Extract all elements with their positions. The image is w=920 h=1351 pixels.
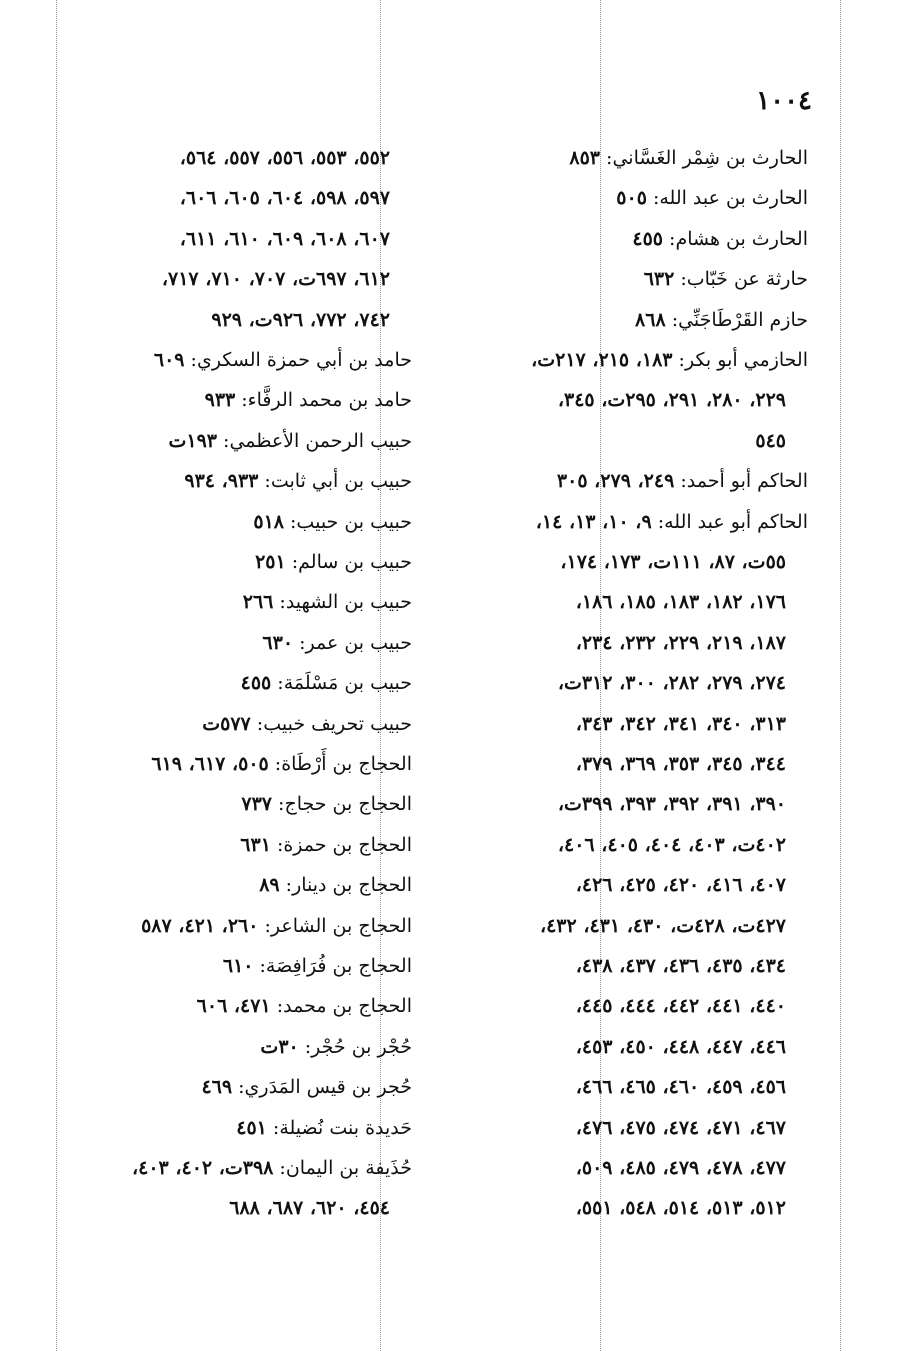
entry-page-refs: ٣٩٨ت، ٤٠٢، ٤٠٣، xyxy=(131,1157,274,1179)
entry-page-refs: ٦٣٠ xyxy=(262,631,294,654)
entry-page-refs: ٤٥٥ xyxy=(632,227,664,250)
entry-name: الحجاج بن دينار: xyxy=(279,874,412,897)
entry-name: حَديدة بنت نُضيلة: xyxy=(266,1116,412,1139)
index-entry-line xyxy=(180,186,390,210)
entry-page-refs: ٤٢٧ت، ٤٢٨ت، ٤٣٠، ٤٣١، ٤٣٢، xyxy=(539,914,786,937)
index-entry-line xyxy=(243,590,412,614)
entry-page-refs: ٦٠٩ xyxy=(153,349,185,371)
entry-name: الحازمي أبو بكر: xyxy=(672,349,808,371)
entry-page-refs: ٧٣٧ xyxy=(241,793,272,816)
entry-page-refs: ٢٥١ xyxy=(255,551,286,573)
index-entry-line xyxy=(151,752,412,776)
index-entry-line xyxy=(168,429,412,453)
index-entry-line xyxy=(162,267,390,291)
entry-page-refs: ٤٠٧، ٤١٦، ٤٢٠، ٤٢٥، ٤٢٦، xyxy=(575,874,786,897)
index-entry-line xyxy=(154,348,412,372)
index-entry-line xyxy=(576,1116,786,1140)
entry-page-refs: ٧٤٢، ٧٧٢، ٩٢٦ت، ٩٢٩ xyxy=(211,308,390,331)
entry-page-refs: ٥١٢، ٥١٣، ٥١٤، ٥٤٨، ٥٥١، xyxy=(575,1197,786,1220)
entry-page-refs: ٦٣١ xyxy=(240,833,271,856)
index-entry-line xyxy=(560,550,786,574)
entry-page-refs: ٣١٣، ٣٤٠، ٣٤١، ٣٤٢، ٣٤٣، xyxy=(575,712,786,735)
entry-page-refs: ٤٥١ xyxy=(236,1116,267,1139)
entry-page-refs: ٩٣٣، ٩٣٤ xyxy=(184,470,259,493)
entry-name: حازم القَرْطَاجَنِّي: xyxy=(665,308,808,331)
index-entry-line xyxy=(576,1035,786,1059)
entry-page-refs: ٤٠٢ت، ٤٠٣، ٤٠٤، ٤٠٥، ٤٠٦، xyxy=(557,833,786,856)
index-entry-line xyxy=(236,1116,412,1140)
entry-page-refs: ٥٤٥ xyxy=(755,429,786,452)
page-guide-line xyxy=(840,0,841,1351)
entry-page-refs: ٣٤٤، ٣٤٥، ٣٥٣، ٣٦٩، ٣٧٩، xyxy=(575,753,786,775)
page-guide-line xyxy=(56,0,57,1351)
index-entry-line xyxy=(180,146,390,170)
entry-name: الحجاج بن الشاعر: xyxy=(258,914,412,937)
entry-page-refs: ٤٥٥ xyxy=(240,672,272,695)
entry-name: حبيب بن سالم: xyxy=(285,551,412,573)
entry-page-refs: ٦١٠ xyxy=(222,955,254,977)
entry-name: الحارث بن شِمْر الغَسَّاني: xyxy=(600,147,808,169)
entry-page-refs: ٢٧٤، ٢٧٩، ٢٨٢، ٣٠٠، ٣١٢ت، xyxy=(557,672,786,695)
entry-page-refs: ٦٣٢ xyxy=(643,268,675,291)
index-entry-line xyxy=(211,308,390,332)
index-entry-line xyxy=(141,914,412,938)
entry-name: حُجر بن قيس المَدَري: xyxy=(232,1076,412,1099)
index-entry-line xyxy=(576,712,786,736)
entry-page-refs: ٤٣٤، ٤٣٥، ٤٣٦، ٤٣٧، ٤٣٨، xyxy=(575,955,786,977)
entry-page-refs: ٢٦٠، ٤٢١، ٥٨٧ xyxy=(141,914,259,937)
index-entry-line xyxy=(576,1156,786,1180)
entry-page-refs: ٥٥ت، ٨٧، ١١١ت، ١٧٣، ١٧٤، xyxy=(560,551,786,573)
entry-page-refs: ١٨٣، ٢١٥، ٢١٧ت، xyxy=(531,349,673,371)
entry-name: حبيب الرحمن الأعظمي: xyxy=(217,429,412,452)
entry-page-refs: ١٧٦، ١٨٢، ١٨٣، ١٨٥، ١٨٦، xyxy=(575,591,786,614)
index-entry-line xyxy=(259,873,412,897)
entry-page-refs: ٦١٢، ٦٩٧ت، ٧٠٧، ٧١٠، ٧١٧، xyxy=(161,268,390,291)
index-entry-line xyxy=(241,792,412,816)
index-entry-line xyxy=(632,227,808,251)
entry-page-refs: ٣٠ت xyxy=(260,1035,299,1058)
index-entry-line xyxy=(755,429,786,453)
index-entry-line xyxy=(558,833,786,857)
entry-name: حبيب بن عمر: xyxy=(293,631,412,654)
entry-page-refs: ٥١٨ xyxy=(253,510,284,533)
index-entry-line xyxy=(240,833,412,857)
entry-page-refs: ٩، ١٠، ١٣، ١٤، xyxy=(535,510,652,533)
entry-name: حامد بن محمد الرفَّاء: xyxy=(235,389,412,412)
entry-page-refs: ٥٠٥ xyxy=(616,187,647,210)
entry-page-refs: ٥٠٥، ٦١٧، ٦١٩ xyxy=(151,753,269,775)
index-entry-line xyxy=(576,954,786,978)
entry-name: حارثة عن خَبّاب: xyxy=(674,268,808,291)
index-entry-line xyxy=(576,590,786,614)
entry-page-refs: ٤٧٧، ٤٧٨، ٤٧٩، ٤٨٥، ٥٠٩، xyxy=(575,1157,786,1179)
index-entry-line xyxy=(569,146,808,170)
entry-page-refs: ٩٣٣ xyxy=(204,389,236,412)
entry-name: الحارث بن عبد الله: xyxy=(646,187,808,210)
entry-page-refs: ٢٢٩، ٢٨٠، ٢٩١، ٢٩٥ت، ٣٤٥، xyxy=(557,389,786,412)
entry-name: حبيب تحريف خبيب: xyxy=(250,712,412,735)
entry-name: حُذَيفة بن اليمان: xyxy=(273,1157,412,1179)
index-entry-line xyxy=(253,510,412,534)
index-entry-line xyxy=(260,1035,412,1059)
entry-page-refs: ٤٤٠، ٤٤١، ٤٤٢، ٤٤٤، ٤٤٥، xyxy=(575,995,786,1018)
index-entry-line xyxy=(644,267,808,291)
index-entry-line xyxy=(558,388,786,412)
entry-page-refs: ٥٥٢، ٥٥٣، ٥٥٦، ٥٥٧، ٥٦٤، xyxy=(179,147,390,169)
index-entry-line xyxy=(558,671,786,695)
entry-page-refs: ١٨٧، ٢١٩، ٢٢٩، ٢٣٢، ٢٣٤، xyxy=(575,631,786,654)
index-entry-line xyxy=(558,792,786,816)
entry-page-refs: ٣٩٠، ٣٩١، ٣٩٢، ٣٩٣، ٣٩٩ت، xyxy=(557,793,786,816)
page-number: ١٠٠٤ xyxy=(756,86,812,116)
index-entry-line xyxy=(205,388,412,412)
index-entry-line xyxy=(241,671,412,695)
index-entry-line xyxy=(262,631,412,655)
entry-name: الحجاج بن محمد: xyxy=(270,995,412,1018)
entry-name: الحجاج بن حمزة: xyxy=(270,833,412,856)
index-entry-line xyxy=(576,1196,786,1220)
entry-page-refs: ٥٩٧، ٥٩٨، ٦٠٤، ٦٠٥، ٦٠٦، xyxy=(179,187,390,210)
index-entry-line xyxy=(132,1156,412,1180)
entry-name: حبيب بن حبيب: xyxy=(283,510,412,533)
entry-name: الحاكم أبو عبد الله: xyxy=(651,510,808,533)
index-entry-line xyxy=(576,873,786,897)
entry-page-refs: ٤٦٧، ٤٧١، ٤٧٤، ٤٧٥، ٤٧٦، xyxy=(575,1116,786,1139)
index-entry-line xyxy=(616,186,808,210)
entry-page-refs: ٢٤٩، ٢٧٩، ٣٠٥ xyxy=(556,470,675,493)
index-entry-line xyxy=(540,914,786,938)
entry-page-refs: ٤٥٦، ٤٥٩، ٤٦٠، ٤٦٥، ٤٦٦، xyxy=(575,1076,786,1099)
entry-name: الحاكم أبو أحمد: xyxy=(674,470,808,493)
entry-page-refs: ١٩٣ت xyxy=(168,429,217,452)
index-entry-line xyxy=(557,469,808,493)
entry-page-refs: ٤٤٦، ٤٤٧، ٤٤٨، ٤٥٠، ٤٥٣، xyxy=(575,1035,786,1058)
entry-name: الحارث بن هشام: xyxy=(663,227,808,250)
index-entry-line xyxy=(576,994,786,1018)
entry-page-refs: ٢٦٦ xyxy=(242,591,274,614)
entry-page-refs: ٥٧٧ت xyxy=(202,712,251,735)
index-entry-line xyxy=(184,469,412,493)
index-entry-line xyxy=(201,1075,412,1099)
entry-page-refs: ٨٦٨ xyxy=(635,308,666,331)
entry-page-refs: ٦٠٧، ٦٠٨، ٦٠٩، ٦١٠، ٦١١، xyxy=(179,227,390,250)
entry-name: حُجْر بن حُجْر: xyxy=(298,1035,412,1058)
index-entry-line xyxy=(576,752,786,776)
entry-page-refs: ٤٦٩ xyxy=(201,1076,233,1099)
entry-name: الحجاج بن حجاج: xyxy=(272,793,412,816)
entry-page-refs: ٤٥٤، ٦٢٠، ٦٨٧، ٦٨٨ xyxy=(229,1197,390,1220)
index-entry-line xyxy=(531,348,808,372)
index-entry-line xyxy=(223,954,412,978)
index-entry-line xyxy=(576,631,786,655)
index-entry-line xyxy=(255,550,412,574)
index-entry-line xyxy=(635,308,808,332)
entry-name: الحجاج بن أَرْطَاة: xyxy=(268,753,412,775)
entry-name: حامد بن أبي حمزة السكري: xyxy=(184,349,412,371)
index-entry-line xyxy=(229,1196,390,1220)
index-entry-line xyxy=(180,227,390,251)
entry-name: الحجاج بن فُرَافِصَة: xyxy=(253,955,412,977)
index-entry-line xyxy=(536,510,808,534)
index-entry-line xyxy=(202,712,412,736)
entry-name: حبيب بن أبي ثابت: xyxy=(258,470,412,493)
entry-name: حبيب بن الشهيد: xyxy=(273,591,412,614)
entry-page-refs: ٨٥٣ xyxy=(569,147,601,169)
entry-page-refs: ٤٧١، ٦٠٦ xyxy=(196,995,271,1018)
index-entry-line xyxy=(197,994,412,1018)
index-entry-line xyxy=(576,1075,786,1099)
entry-name: حبيب بن مَسْلَمَة: xyxy=(271,672,412,695)
entry-page-refs: ٨٩ xyxy=(259,874,280,897)
